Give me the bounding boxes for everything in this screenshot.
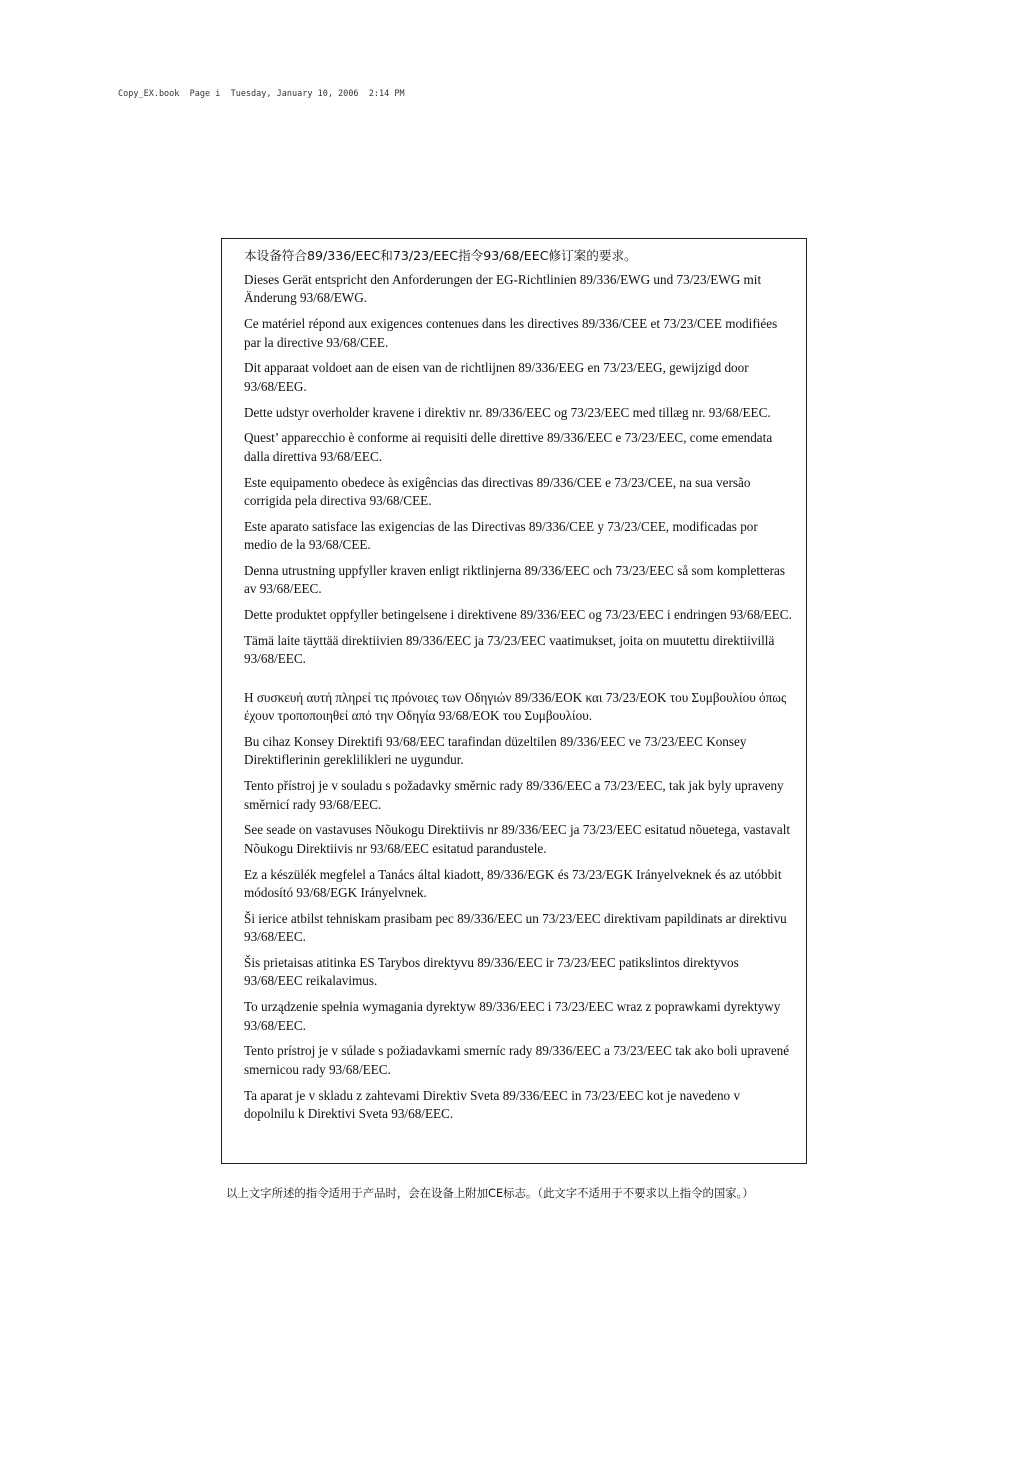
statement-zh: 本设备符合89/336/EEC和73/23/EEC指令93/68/EEC修订案的要求。 [244,248,637,263]
statement-tr: Bu cihaz Konsey Direktifi 93/68/EEC tarafindan düzeltilen 89/336/EEC ve 73/23/EEC Konsey Direktiflerinin gereklilikleri ne uygundur. [244,734,747,768]
statement-cs: Tento přístroj je v souladu s požadavky směrnic rady 89/336/EEC a 73/23/EEC, tak jak byly upraveny směrnicí rady 93/68/EEC. [244,778,784,812]
statement-sk: Tento prístroj je v súlade s požiadavkami smerníc rady 89/336/EEC a 73/23/EEC tak ako boli upravené smernicou rady 93/68/EEC. [244,1043,790,1077]
statement-pt: Este equipamento obedece às exigências das directivas 89/336/CEE e 73/23/CEE, na sua versão corrigida pela directiva 93/68/CEE. [244,474,751,509]
statement-es: Este aparato satisface las exigencias de las Directivas 89/336/CEE y 73/23/CEE, modificadas por medio de la 93/68/CEE. [244,518,758,553]
statement-de: Dieses Gerät entspricht den Anforderungen der EG-Richtlinien 89/336/EWG und 73/23/EWG mit Änderung 93/68/EWG. [244,272,762,306]
statement-sl: Ta aparat je v skladu z zahtevami Direktiv Sveta 89/336/EEC in 73/23/EEC kot je navedeno v dopolnilu k Direktivi Sveta 93/68/EEC. [244,1087,741,1122]
statement-no: Dette produktet oppfyller betingelsene i direktivene 89/336/EEC og 73/23/EEC i endringen 93/68/EEC. [244,607,792,623]
statement-et: See seade on vastavuses Nõukogu Direktiivis nr 89/336/EEC ja 73/23/EEC esitatud nõuetega, vastavalt Nõukogu Direktiivis nr 93/68/EEC esitatud parandustele. [244,822,791,856]
statement-da: Dette udstyr overholder kravene i direktiv nr. 89/336/EEC og 73/23/EEC med tillæg nr. 93/68/EEC. [244,404,771,420]
book-page-header: Copy_EX.book Page i Tuesday, January 10, 2006 2:14 PM [118,89,405,99]
statement-lv: Ši ierice atbilst tehniskam prasibam pec 89/336/EEC un 73/23/EEC direktivam papildinats ar direktivu 93/68/EEC. [244,910,787,945]
statement-pl: To urządzenie spełnia wymagania dyrektyw 89/336/EEC i 73/23/EEC wraz z poprawkami dyrektywy 93/68/EEC. [244,999,781,1033]
ce-mark-note: 以上文字所述的指令适用于产品时，会在设备上附加CE标志。（此文字不适用于不要求以上指令的国家。） [226,1186,754,1200]
statement-el: Η συσκευή αυτή πληρεί τις πρόνοιες των Οδηγιών 89/336/ΕΟΚ και 73/23/ΕΟΚ του Συμβουλίου όπως έχουν τροποποιηθεί από την Οδηγία 93/68/ΕΟΚ του Συμβουλίου. [244,689,787,724]
statement-lt: Šis prietaisas atitinka ES Tarybos direktyvu 89/336/EEC ir 73/23/EEC patikslintos direktyvos 93/68/EEC reikalavimus. [244,955,739,989]
statement-it: Quest’ apparecchio è conforme ai requisiti delle direttive 89/336/EEC e 73/23/EEC, come emendata dalla direttiva 93/68/EEC. [244,430,773,464]
compliance-statements-box [221,238,807,1164]
statement-hu: Ez a készülék megfelel a Tanács által kiadott, 89/336/EGK és 73/23/EGK Irányelveknek és az utóbbit módosító 93/68/EGK Irányelvnek. [244,866,782,901]
statement-sv: Denna utrustning uppfyller kraven enligt riktlinjerna 89/336/EEC och 73/23/EEC så som kompletteras av 93/68/EEC. [244,563,785,597]
statement-fi: Tämä laite täyttää direktiivien 89/336/EEC ja 73/23/EEC vaatimukset, joita on muutettu direktiivillä 93/68/EEC. [244,633,775,667]
statement-nl: Dit apparaat voldoet aan de eisen van de richtlijnen 89/336/EEG en 73/23/EEG, gewijzigd door 93/68/EEG. [244,360,749,394]
statement-fr: Ce matériel répond aux exigences contenues dans les directives 89/336/CEE et 73/23/CEE modifiées par la directive 93/68/CEE. [244,316,778,350]
statements-list [244,247,792,1131]
